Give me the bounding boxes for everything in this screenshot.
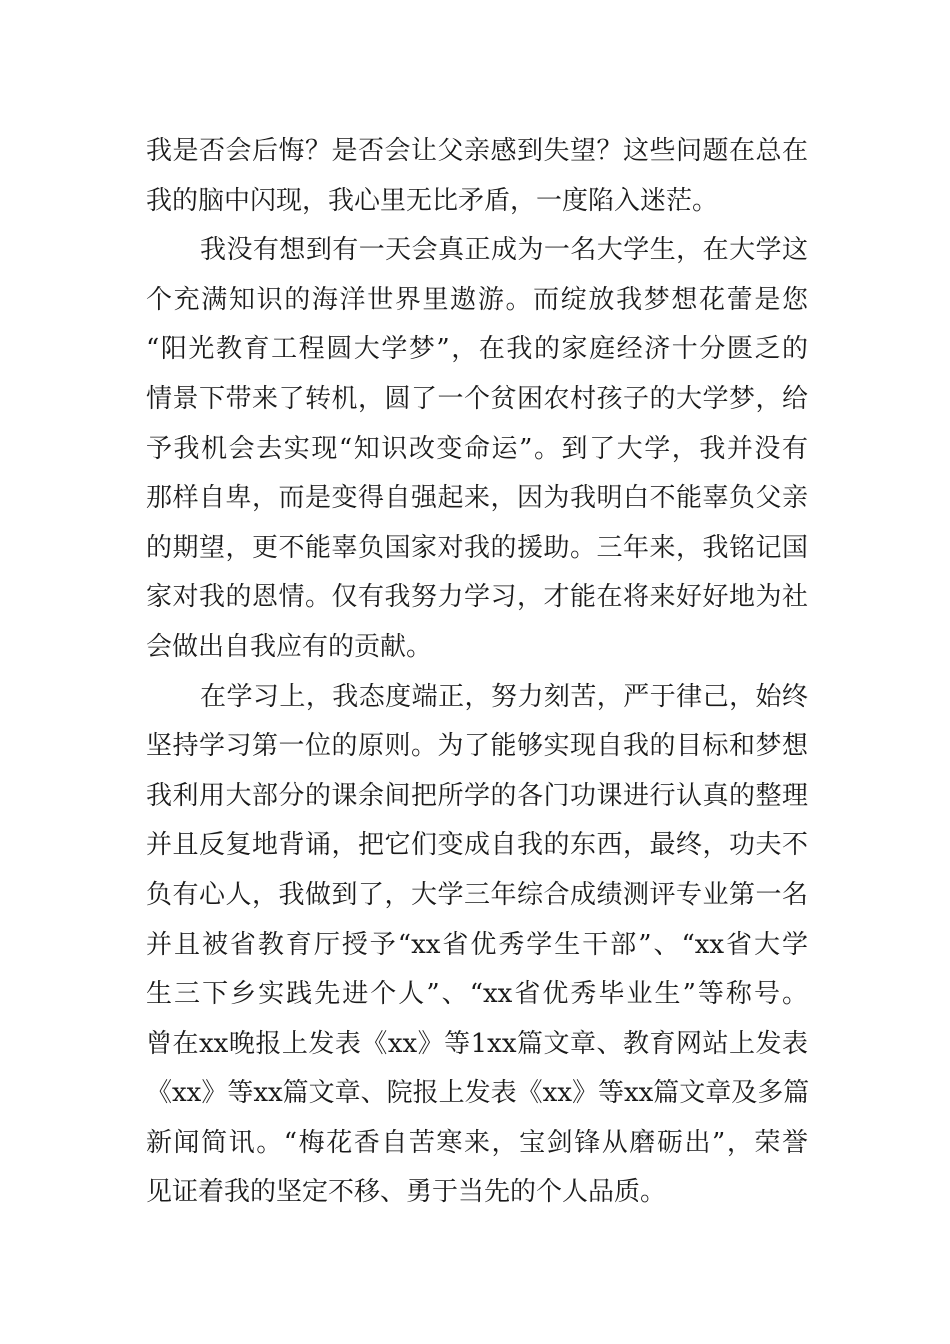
text-line: 的期望，更不能辜负国家对我的援助。三年来，我铭记国 (146, 532, 808, 563)
paragraph-2 (146, 226, 808, 672)
text-line: 在学习上，我态度端正，努力刻苦，严于律己，始终 (200, 681, 808, 712)
text-line: 我的脑中闪现，我心里无比矛盾，一度陷入迷茫。 (146, 185, 719, 216)
text-line: 会做出自我应有的贡献。 (146, 631, 433, 662)
text-line: 家对我的恩情。仅有我努力学习，才能在将来好好地为社 (146, 582, 808, 613)
document-body (146, 127, 808, 1218)
text-line: 我利用大部分的课余间把所学的各门功课进行认真的整理 (146, 780, 808, 811)
text-line: 我没有想到有一天会真正成为一名大学生，在大学这 (200, 235, 808, 266)
paragraph-1 (146, 127, 808, 226)
text-line: 见证着我的坚定不移、勇于当先的个人品质。 (146, 1177, 667, 1208)
text-line: 情景下带来了转机，圆了一个贫困农村孩子的大学梦，给 (146, 383, 808, 414)
text-line: 予我机会去实现“知识改变命运”。到了大学，我并没有 (146, 433, 808, 464)
text-line: 曾在xx晚报上发表《xx》等1xx篇文章、教育网站上发表 (146, 1028, 808, 1059)
text-line: 我是否会后悔？是否会让父亲感到失望？这些问题在总在 (146, 136, 808, 166)
paragraph-3 (146, 673, 808, 1219)
text-line: 负有心人，我做到了，大学三年综合成绩测评专业第一名 (146, 879, 808, 910)
text-line: 个充满知识的海洋世界里遨游。而绽放我梦想花蕾是您 (146, 284, 808, 315)
text-line: 那样自卑，而是变得自强起来，因为我明白不能辜负父亲 (146, 483, 808, 514)
text-line: 生三下乡实践先进个人”、“xx省优秀毕业生”等称号。 (146, 979, 808, 1010)
text-line: 并且反复地背诵，把它们变成自我的东西，最终，功夫不 (146, 830, 808, 861)
text-line: 新闻简讯。“梅花香自苦寒来，宝剑锋从磨砺出”，荣誉 (146, 1127, 808, 1158)
text-line: 坚持学习第一位的原则。为了能够实现自我的目标和梦想 (146, 731, 808, 762)
text-line: 并且被省教育厅授予“xx省优秀学生干部”、“xx省大学 (146, 929, 808, 960)
text-line: “阳光教育工程圆大学梦”，在我的家庭经济十分匮乏的 (146, 334, 808, 365)
text-line: 《xx》等xx篇文章、院报上发表《xx》等xx篇文章及多篇 (146, 1078, 810, 1109)
